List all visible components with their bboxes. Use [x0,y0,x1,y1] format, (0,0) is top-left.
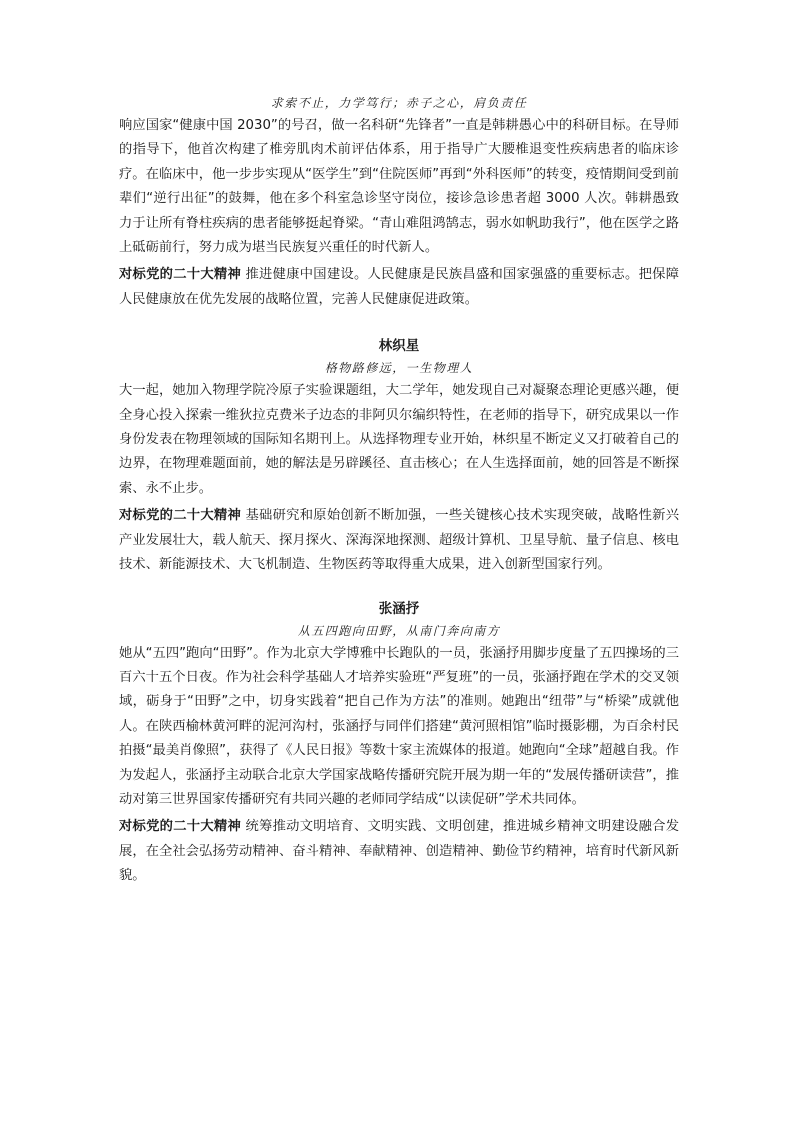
section-han-gengyu [119,92,679,312]
spirit-label: 对标党的二十大精神 [119,819,241,835]
section-motto: 从五四跑向田野，从南门奔向南方 [297,623,501,638]
spirit-text: 基础研究和原始创新不断加强，一些关键核心技术实现突破，战略性新兴产业发展壮大，载人航天、探月探火、深海深地探测、超级计算机、卫星导航、量子信息、核电技术、新能源技术、大飞机制造、生物医药等取得重大成果，进入创新型国家行列。 [119,508,680,573]
section-spirit [119,815,679,888]
spirit-text: 推进健康中国建设。人民健康是民族昌盛和国家强盛的重要标志。把保障人民健康放在优先发展的战略位置，完善人民健康促进政策。 [119,267,680,307]
spirit-text: 统筹推动文明培育、文明实践、文明创建，推进城乡精神文明建设融合发展，在全社会弘扬劳动精神、奋斗精神、奉献精神、创造精神、勤俭节约精神，培育时代新风新貌。 [119,819,680,884]
section-spirit [119,263,679,312]
section-motto: 格物路修远，一生物理人 [324,361,474,376]
document-page [119,92,679,889]
section-body: 响应国家“健康中国 2030”的号召，做一名科研“先锋者”一直是韩耕愚心中的科研目标。在导师的指导下，他首次构建了椎旁肌肉术前评估体系，用于指导广大腰椎退变性疾病患者的临床诊疗。在临床中，他一步步实现从“医学生”到“住院医师”再到“外科医师”的转变，疫情期间受到前辈们“逆行出征”的鼓舞，他在多个科室急诊坚守岗位，接诊急诊患者超 3000 人次。韩耕愚致力于让所有脊柱疾病的患者能够挺起脊梁。“青山难阻鸿鹄志，弱水如帆助我行”，他在医学之路上砥砺前行，努力成为堪当民族复兴重任的时代新人。 [119,118,679,256]
section-motto: 求索不止，力学笃行；赤子之心，肩负责任 [270,96,528,110]
spirit-label: 对标党的二十大精神 [119,508,241,524]
section-body: 她从“五四”跑向“田野”。作为北京大学博雅中长跑队的一员，张涵抒用脚步度量了五四操场的三百六十五个日夜。作为社会科学基础人才培养实验班“严复班”的一员，张涵抒跑在学术的交叉领域，砺身于“田野”之中，切身实践着“把自己作为方法”的准则。她跑出“纽带”与“桥梁”成就他人。在陕西榆林黄河畔的泥河沟村，张涵抒与同伴们搭建“黄河照相馆”临时摄影棚，为百余村民拍摄“最美肖像照”，获得了《人民日报》等数十家主流媒体的报道。她跑向“全球”超越自我。作为发起人，张涵抒主动联合北京大学国家战略传播研究院开展为期一年的“发展传播研读营”，推动对第三世界国家传播研究有共同兴趣的老师同学结成“以读促研”学术共同体。 [119,645,679,807]
section-lin-zhixing [119,335,679,577]
section-name: 张涵抒 [378,600,420,617]
section-body: 大一起，她加入物理学院冷原子实验课题组，大二学年，她发现自己对凝聚态理论更感兴趣，便全身心投入探索一维狄拉克费米子边态的非阿贝尔编织特性，在老师的指导下，研究成果以一作身份发表在物理领域的国际知名期刊上。从选择物理专业开始，林织星不断定义又打破着自己的边界，在物理难题面前，她的解法是另辟蹊径、直击核心；在人生选择面前，她的回答是不断探索、永不止步。 [119,383,679,496]
section-zhang-hanshu [119,598,679,889]
section-name: 林织星 [378,338,420,355]
section-spirit [119,504,679,577]
spirit-label: 对标党的二十大精神 [119,267,241,283]
